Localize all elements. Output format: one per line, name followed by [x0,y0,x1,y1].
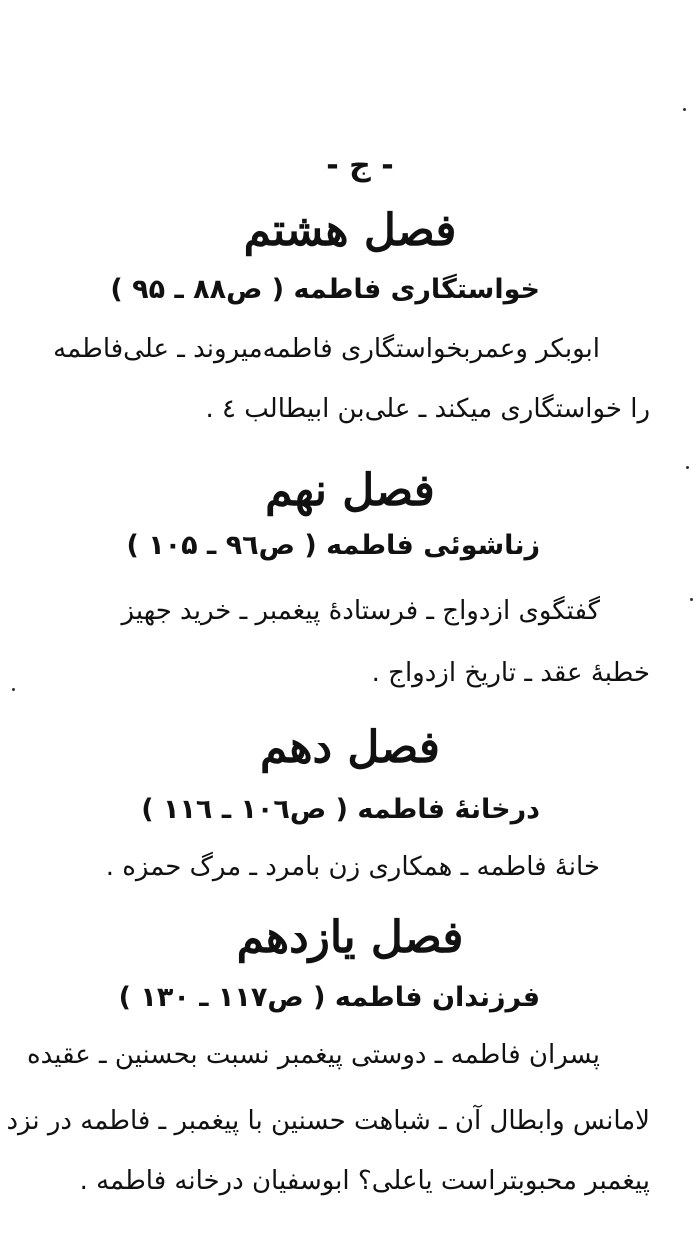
scan-speck [690,598,693,601]
chapter-title-9: فصل نهم [265,465,435,516]
chapter-subtitle-10: درخانهٔ فاطمه ( ص۱۰٦ ـ ۱۱٦ ) [141,794,540,825]
chapter-title-8: فصل هشتم [243,205,457,256]
chapter-title-10: فصل دهم [260,722,440,773]
chapter-subtitle-8: خواستگاری فاطمه ( ص۸۸ ـ ۹۵ ) [110,274,540,305]
chapter-title-11: فصل یازدهم [236,912,464,963]
page-marker: - ج - [326,148,394,183]
chapter-subtitle-11: فرزندان فاطمه ( ص۱۱۷ ـ ۱۳۰ ) [118,982,540,1013]
chapter-9-line-2: خطبهٔ عقد ـ تاریخ ازدواج . [371,658,650,688]
scan-speck [12,688,15,691]
chapter-11-line-1: پسران فاطمه ـ دوستی پیغمبر نسبت بحسنین ـ عقیده [26,1040,600,1070]
chapter-11-line-2: لامانس وابطال آن ـ شباهت حسنین با پیغمبر ـ فاطمه در نزد [6,1106,650,1136]
scan-speck [686,466,689,469]
chapter-9-line-1: گفتگوی ازدواج ـ فرستادهٔ پیغمبر ـ خرید جهیز [121,596,600,626]
chapter-8-line-2: را خواستگاری میکند ـ علی‌بن ابیطالب ٤ . [205,394,650,424]
chapter-11-line-3: پیغمبر محبوبتراست یاعلی؟ ابوسفیان درخانه فاطمه . [79,1166,650,1196]
scan-speck [683,108,686,111]
chapter-10-line-1: خانهٔ فاطمه ـ همکاری زن بامرد ـ مرگ حمزه . [105,852,600,882]
chapter-8-line-1: ابوبکر وعمربخواستگاری فاطمه‌میروند ـ علی‌فاطمه [53,334,600,364]
chapter-subtitle-9: زناشوئی فاطمه ( ص۹٦ ـ ۱۰۵ ) [126,530,540,561]
